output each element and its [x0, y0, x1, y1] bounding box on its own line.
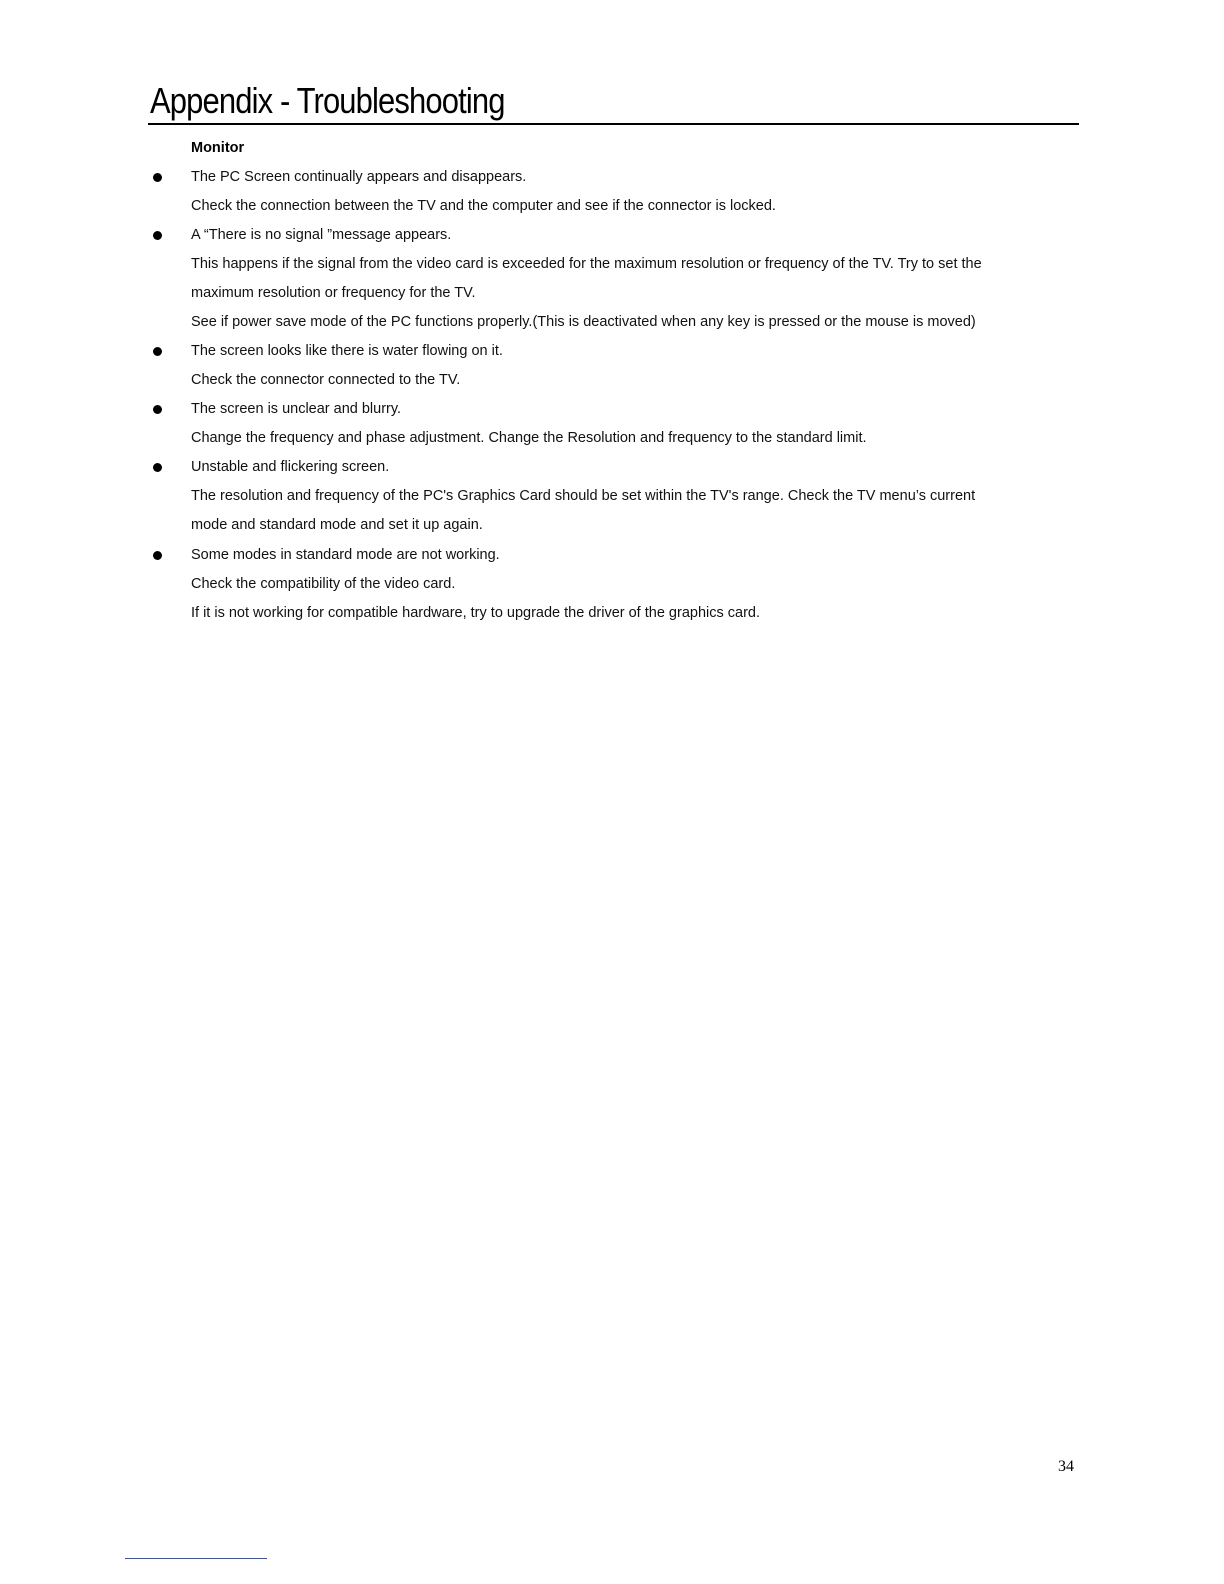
problem-text: The screen looks like there is water flowing on it. — [191, 343, 503, 359]
solution-text: maximum resolution or frequency for the TV. — [191, 285, 476, 301]
bullet-icon — [153, 405, 162, 414]
bullet-icon — [153, 173, 162, 182]
solution-text: Check the compatibility of the video card. — [191, 576, 456, 592]
footer-rule — [125, 1558, 267, 1559]
problem-text: Unstable and flickering screen. — [191, 459, 390, 475]
bullet-icon — [153, 463, 162, 472]
solution-text: Change the frequency and phase adjustment. Change the Resolution and frequency to the standard limit. — [191, 430, 867, 446]
solution-text: See if power save mode of the PC functions properly.(This is deactivated when any key is pressed or the mouse is moved) — [191, 314, 976, 330]
solution-text: Check the connection between the TV and the computer and see if the connector is locked. — [191, 198, 776, 214]
page-number: 34 — [1058, 1458, 1074, 1475]
solution-text: mode and standard mode and set it up again. — [191, 517, 483, 533]
page-title: Appendix - Troubleshooting — [150, 80, 505, 121]
solution-text: If it is not working for compatible hardware, try to upgrade the driver of the graphics card. — [191, 605, 760, 621]
solution-text: Check the connector connected to the TV. — [191, 372, 461, 388]
section-heading-monitor: Monitor — [191, 140, 245, 156]
title-rule — [148, 123, 1079, 125]
solution-text: The resolution and frequency of the PC's Graphics Card should be set within the TV's range. Check the TV menu’s current — [191, 488, 976, 504]
problem-text: The PC Screen continually appears and disappears. — [191, 169, 527, 185]
bullet-icon — [153, 551, 162, 560]
solution-text: This happens if the signal from the video card is exceeded for the maximum resolution or frequency of the TV. Try to set the — [191, 256, 982, 272]
problem-text: Some modes in standard mode are not working. — [191, 547, 500, 563]
problem-text: The screen is unclear and blurry. — [191, 401, 402, 417]
bullet-icon — [153, 231, 162, 240]
problem-text: A “There is no signal ”message appears. — [191, 227, 452, 243]
bullet-icon — [153, 347, 162, 356]
